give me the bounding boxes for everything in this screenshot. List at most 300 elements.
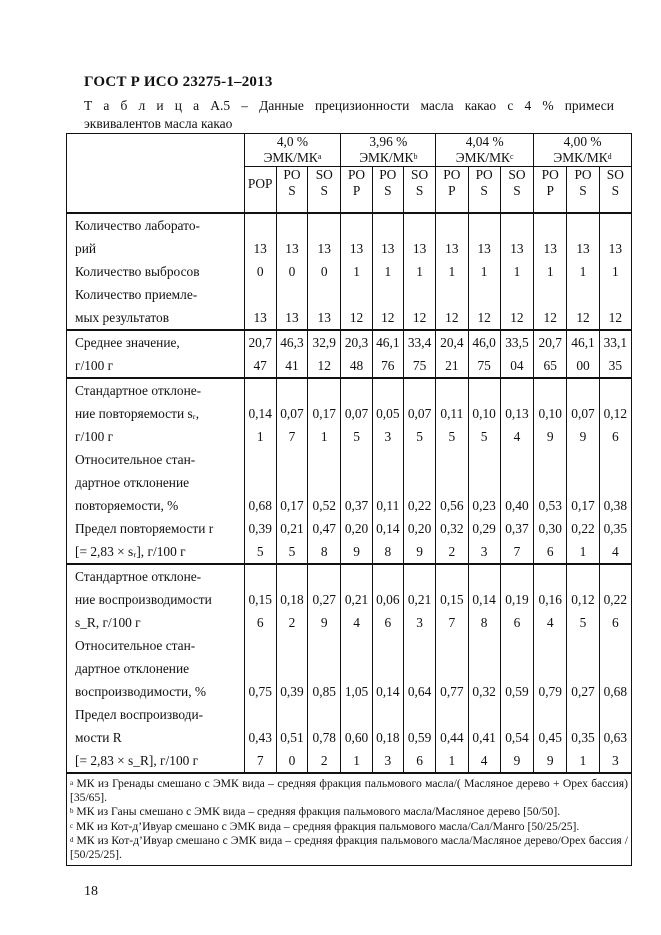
row-label: Относительное стан-	[67, 634, 245, 657]
value-cell	[567, 471, 599, 494]
table-row	[67, 330, 632, 354]
value-cell	[468, 703, 500, 726]
value-cell: 0,64	[403, 680, 435, 703]
value-cell: 4	[468, 749, 500, 773]
value-cell: 0,27	[308, 588, 341, 611]
value-cell: 0,32	[436, 517, 468, 540]
value-cell: 0,35	[567, 726, 599, 749]
value-cell: 0,07	[567, 402, 599, 425]
table-row	[67, 657, 632, 680]
value-cell: 0,56	[436, 494, 468, 517]
table-row	[67, 378, 632, 402]
value-cell	[276, 471, 307, 494]
value-cell	[372, 378, 403, 402]
table-row	[67, 564, 632, 588]
value-cell: 0,14	[244, 402, 276, 425]
value-cell: 0,51	[276, 726, 307, 749]
value-cell: 0,63	[599, 726, 631, 749]
row-label: г/100 г	[67, 425, 245, 448]
value-cell	[308, 564, 341, 588]
value-cell	[341, 657, 372, 680]
value-cell	[599, 564, 631, 588]
row-label: рий	[67, 237, 245, 260]
value-cell: 5	[341, 425, 372, 448]
value-cell	[500, 564, 533, 588]
value-cell: 1	[436, 260, 468, 283]
value-cell: 0,35	[599, 517, 631, 540]
triglyceride-header	[308, 167, 341, 214]
value-cell	[372, 634, 403, 657]
value-cell	[244, 283, 276, 306]
value-cell	[500, 703, 533, 726]
value-cell	[567, 634, 599, 657]
triglyceride-header-line-2: P	[352, 183, 361, 198]
value-cell	[403, 657, 435, 680]
value-cell: 0,05	[372, 402, 403, 425]
value-cell: 12	[500, 306, 533, 330]
value-cell: 13	[534, 237, 567, 260]
value-cell	[534, 448, 567, 471]
value-cell: 3	[403, 611, 435, 634]
row-label: мости R	[67, 726, 245, 749]
row-label: мых результатов	[67, 306, 245, 330]
value-cell: 0,39	[276, 680, 307, 703]
value-cell: 12	[468, 306, 500, 330]
value-cell	[308, 283, 341, 306]
header-row-groups	[67, 134, 632, 167]
triglyceride-header-line-2: P	[448, 183, 456, 198]
value-cell: 13	[436, 237, 468, 260]
triglyceride-header	[599, 167, 631, 214]
value-cell: 13	[372, 237, 403, 260]
row-label: Количество выбросов	[67, 260, 245, 283]
value-cell	[403, 471, 435, 494]
value-cell: 13	[500, 237, 533, 260]
footnote-text: МК из Ганы смешано с ЭМК вида – средняя фракция пальмового масла/Масляное дерево [50/50].	[76, 805, 561, 819]
precision-table-wrapper	[66, 133, 632, 866]
value-cell: 0,38	[599, 494, 631, 517]
value-cell	[468, 634, 500, 657]
value-cell: 0,17	[276, 494, 307, 517]
value-cell: 13	[244, 306, 276, 330]
value-cell: 12	[341, 306, 372, 330]
value-cell: 6	[403, 749, 435, 773]
footnote-mark: c	[510, 152, 514, 161]
value-cell: 12	[599, 306, 631, 330]
table-row	[67, 354, 632, 378]
value-cell: 6	[500, 611, 533, 634]
triglyceride-header-line-2: S	[288, 183, 296, 198]
value-cell	[276, 448, 307, 471]
value-cell	[308, 634, 341, 657]
value-cell	[372, 564, 403, 588]
value-cell: 0,14	[468, 588, 500, 611]
triglyceride-header-line-2: P	[546, 183, 554, 198]
value-cell: 46,1	[372, 330, 403, 354]
value-cell: 1	[341, 260, 372, 283]
group-header-2	[341, 134, 436, 167]
value-cell	[436, 634, 468, 657]
footnote	[70, 805, 628, 819]
group-header-4	[534, 134, 632, 167]
table-row	[67, 237, 632, 260]
value-cell: 0,77	[436, 680, 468, 703]
value-cell: 0,22	[403, 494, 435, 517]
value-cell: 0,54	[500, 726, 533, 749]
value-cell	[308, 471, 341, 494]
value-cell	[468, 471, 500, 494]
value-cell: 0,13	[500, 402, 533, 425]
value-cell	[244, 634, 276, 657]
value-cell	[534, 471, 567, 494]
value-cell: 0,22	[567, 517, 599, 540]
triglyceride-header-line-1: PO	[475, 167, 493, 182]
group-header-ratio	[436, 150, 533, 166]
value-cell: 2	[436, 540, 468, 564]
value-cell	[599, 703, 631, 726]
value-cell	[244, 657, 276, 680]
group-header-ratio-text: ЭМК/МК	[553, 150, 608, 165]
value-cell: 3	[372, 425, 403, 448]
value-cell: 33,4	[403, 330, 435, 354]
group-header-3	[436, 134, 534, 167]
value-cell: 0	[276, 260, 307, 283]
value-cell	[436, 378, 468, 402]
value-cell: 0,15	[436, 588, 468, 611]
triglyceride-header-line-2: S	[513, 183, 521, 198]
value-cell	[436, 564, 468, 588]
value-cell: 0,10	[468, 402, 500, 425]
value-cell: 33,5	[500, 330, 533, 354]
value-cell: 12	[403, 306, 435, 330]
value-cell	[468, 378, 500, 402]
value-cell	[468, 448, 500, 471]
value-cell	[468, 283, 500, 306]
table-row	[67, 680, 632, 703]
table-row	[67, 726, 632, 749]
value-cell: 0,68	[599, 680, 631, 703]
value-cell	[500, 657, 533, 680]
value-cell: 1	[534, 260, 567, 283]
value-cell: 0,40	[500, 494, 533, 517]
value-cell: 04	[500, 354, 533, 378]
value-cell	[341, 703, 372, 726]
value-cell: 8	[372, 540, 403, 564]
value-cell: 0,43	[244, 726, 276, 749]
value-cell: 0,17	[567, 494, 599, 517]
value-cell	[534, 564, 567, 588]
value-cell: 33,1	[599, 330, 631, 354]
value-cell: 0,19	[500, 588, 533, 611]
value-cell: 0,32	[468, 680, 500, 703]
value-cell	[341, 378, 372, 402]
value-cell	[244, 213, 276, 237]
row-label: Стандартное отклоне-	[67, 564, 245, 588]
value-cell: 3	[372, 749, 403, 773]
value-cell: 0,45	[534, 726, 567, 749]
triglyceride-header	[403, 167, 435, 214]
value-cell: 13	[244, 237, 276, 260]
value-cell	[534, 213, 567, 237]
value-cell: 9	[341, 540, 372, 564]
value-cell: 6	[599, 611, 631, 634]
value-cell: 0,27	[567, 680, 599, 703]
value-cell: 9	[403, 540, 435, 564]
value-cell: 46,1	[567, 330, 599, 354]
value-cell: 5	[276, 540, 307, 564]
value-cell: 0,20	[403, 517, 435, 540]
triglyceride-header-line-1: SO	[606, 167, 624, 182]
value-cell	[567, 448, 599, 471]
triglyceride-header-line-2: S	[480, 183, 488, 198]
value-cell: 1	[308, 425, 341, 448]
row-label: [= 2,83 × sᵣ], г/100 г	[67, 540, 245, 564]
triglyceride-header	[372, 167, 403, 214]
value-cell: 32,9	[308, 330, 341, 354]
triglyceride-header	[500, 167, 533, 214]
value-cell: 0,07	[276, 402, 307, 425]
value-cell: 41	[276, 354, 307, 378]
row-label: s_R, г/100 г	[67, 611, 245, 634]
value-cell: 6	[599, 425, 631, 448]
footnote-mark: a	[317, 152, 322, 161]
triglyceride-header-line-1: PO	[347, 167, 366, 182]
footnote-mark: b	[413, 152, 418, 161]
value-cell	[276, 213, 307, 237]
value-cell: 1	[599, 260, 631, 283]
group-header-concentration: 4,04 %	[465, 134, 504, 149]
value-cell	[244, 378, 276, 402]
header-corner-cell	[67, 134, 245, 214]
triglyceride-header-line-1: SO	[508, 167, 526, 182]
value-cell: 0,78	[308, 726, 341, 749]
value-cell: 12	[372, 306, 403, 330]
value-cell: 0,47	[308, 517, 341, 540]
value-cell: 2	[308, 749, 341, 773]
value-cell	[276, 703, 307, 726]
value-cell	[436, 213, 468, 237]
triglyceride-header-line-1: PO	[443, 167, 461, 182]
table-row	[67, 260, 632, 283]
group-header-1	[244, 134, 341, 167]
value-cell: 13	[276, 306, 307, 330]
triglyceride-header	[244, 167, 276, 214]
table-caption	[84, 97, 614, 133]
value-cell: 0,12	[599, 402, 631, 425]
value-cell	[403, 634, 435, 657]
footnote	[70, 777, 628, 805]
value-cell	[244, 703, 276, 726]
footnote-text: МК из Гренады смешано с ЭМК вида – средняя фракция пальмового масла/( Масляное дерево + Орех бассия) [35/65].	[70, 777, 628, 805]
value-cell	[403, 213, 435, 237]
footnote	[70, 820, 628, 834]
value-cell: 0,75	[244, 680, 276, 703]
table-caption-line-1: Т а б л и ц а А.5 – Данные прецизионности масла какао с 4 % примеси	[84, 98, 614, 113]
triglyceride-header	[534, 167, 567, 214]
value-cell	[308, 657, 341, 680]
value-cell: 13	[308, 306, 341, 330]
value-cell: 0,21	[341, 588, 372, 611]
value-cell: 5	[403, 425, 435, 448]
value-cell	[567, 213, 599, 237]
value-cell	[308, 703, 341, 726]
value-cell: 1	[567, 540, 599, 564]
footnotes-cell	[67, 773, 632, 866]
value-cell	[341, 448, 372, 471]
value-cell: 20,3	[341, 330, 372, 354]
value-cell	[567, 657, 599, 680]
value-cell	[372, 657, 403, 680]
row-label: Предел воспроизводи-	[67, 703, 245, 726]
value-cell	[436, 283, 468, 306]
value-cell: 4	[534, 611, 567, 634]
value-cell	[372, 703, 403, 726]
value-cell: 8	[308, 540, 341, 564]
value-cell	[341, 471, 372, 494]
value-cell: 0,37	[500, 517, 533, 540]
value-cell: 0,29	[468, 517, 500, 540]
value-cell: 0,68	[244, 494, 276, 517]
value-cell	[244, 471, 276, 494]
value-cell	[341, 213, 372, 237]
value-cell	[403, 283, 435, 306]
group-header-concentration: 3,96 %	[369, 134, 408, 149]
value-cell	[372, 448, 403, 471]
table-row	[67, 540, 632, 564]
value-cell: 0,06	[372, 588, 403, 611]
value-cell: 0,39	[244, 517, 276, 540]
value-cell: 13	[276, 237, 307, 260]
value-cell	[599, 378, 631, 402]
value-cell: 12	[567, 306, 599, 330]
value-cell	[599, 283, 631, 306]
value-cell: 0,23	[468, 494, 500, 517]
value-cell	[500, 448, 533, 471]
group-header-ratio	[534, 150, 631, 166]
value-cell: 1	[403, 260, 435, 283]
value-cell: 35	[599, 354, 631, 378]
triglyceride-header-line-1: PO	[379, 167, 397, 182]
value-cell: 8	[468, 611, 500, 634]
value-cell: 6	[534, 540, 567, 564]
triglyceride-header-line-1: SO	[411, 167, 429, 182]
value-cell: 0	[244, 260, 276, 283]
value-cell	[468, 657, 500, 680]
group-header-concentration: 4,0 %	[276, 134, 309, 149]
value-cell: 13	[567, 237, 599, 260]
value-cell: 5	[567, 611, 599, 634]
value-cell: 0,53	[534, 494, 567, 517]
value-cell: 0,79	[534, 680, 567, 703]
value-cell: 4	[599, 540, 631, 564]
value-cell: 4	[341, 611, 372, 634]
value-cell: 7	[436, 611, 468, 634]
value-cell: 0,10	[534, 402, 567, 425]
value-cell: 0,60	[341, 726, 372, 749]
value-cell: 2	[276, 611, 307, 634]
triglyceride-header	[468, 167, 500, 214]
value-cell	[567, 703, 599, 726]
value-cell: 5	[244, 540, 276, 564]
value-cell: 7	[244, 749, 276, 773]
value-cell	[403, 448, 435, 471]
footnote-text: МК из Кот-д’Ивуар смешано с ЭМК вида – средняя фракция пальмового масла/Сал/Манго [50/25/25].	[76, 819, 580, 833]
row-label: дартное отклонение	[67, 471, 245, 494]
value-cell	[468, 564, 500, 588]
value-cell: 46,0	[468, 330, 500, 354]
value-cell	[436, 471, 468, 494]
value-cell	[244, 448, 276, 471]
value-cell: 1	[468, 260, 500, 283]
triglyceride-header-line-1: PO	[574, 167, 592, 182]
value-cell	[276, 564, 307, 588]
value-cell	[599, 634, 631, 657]
table-row	[67, 306, 632, 330]
page-number: 18	[84, 884, 98, 899]
value-cell: 1	[567, 749, 599, 773]
footnote-mark: c	[70, 821, 74, 830]
value-cell	[436, 703, 468, 726]
triglyceride-header-line-2: S	[415, 183, 424, 198]
value-cell: 0,07	[341, 402, 372, 425]
triglyceride-header-line-1: PO	[541, 167, 559, 182]
value-cell: 1	[567, 260, 599, 283]
value-cell	[403, 378, 435, 402]
value-cell	[276, 378, 307, 402]
group-header-concentration: 4,00 %	[563, 134, 602, 149]
value-cell: 75	[468, 354, 500, 378]
row-label: Предел повторяемости r	[67, 517, 245, 540]
value-cell: 4	[500, 425, 533, 448]
value-cell	[276, 657, 307, 680]
triglyceride-header-line-2: S	[384, 183, 392, 198]
value-cell	[534, 703, 567, 726]
value-cell: 0,11	[436, 402, 468, 425]
value-cell: 1	[244, 425, 276, 448]
value-cell	[599, 657, 631, 680]
value-cell	[244, 564, 276, 588]
value-cell: 0,15	[244, 588, 276, 611]
value-cell: 12	[308, 354, 341, 378]
value-cell	[534, 657, 567, 680]
value-cell: 13	[341, 237, 372, 260]
footnotes-row	[67, 773, 632, 866]
value-cell	[534, 283, 567, 306]
value-cell	[341, 283, 372, 306]
group-header-ratio	[341, 150, 435, 166]
value-cell: 0,59	[403, 726, 435, 749]
table-row	[67, 703, 632, 726]
triglyceride-header-line-1: SO	[315, 167, 333, 182]
value-cell	[276, 634, 307, 657]
table-row	[67, 749, 632, 773]
footnote-mark: a	[70, 779, 74, 787]
row-label: Количество приемле-	[67, 283, 245, 306]
value-cell	[341, 564, 372, 588]
value-cell: 20,7	[534, 330, 567, 354]
table-row	[67, 634, 632, 657]
value-cell: 5	[436, 425, 468, 448]
value-cell: 3	[468, 540, 500, 564]
value-cell	[436, 448, 468, 471]
value-cell: 9	[308, 611, 341, 634]
triglyceride-header-line-1: POP	[247, 176, 273, 191]
value-cell: 1	[436, 749, 468, 773]
precision-table	[66, 133, 632, 866]
footnote-mark: d	[607, 152, 612, 161]
value-cell: 1,05	[341, 680, 372, 703]
value-cell: 0,37	[341, 494, 372, 517]
